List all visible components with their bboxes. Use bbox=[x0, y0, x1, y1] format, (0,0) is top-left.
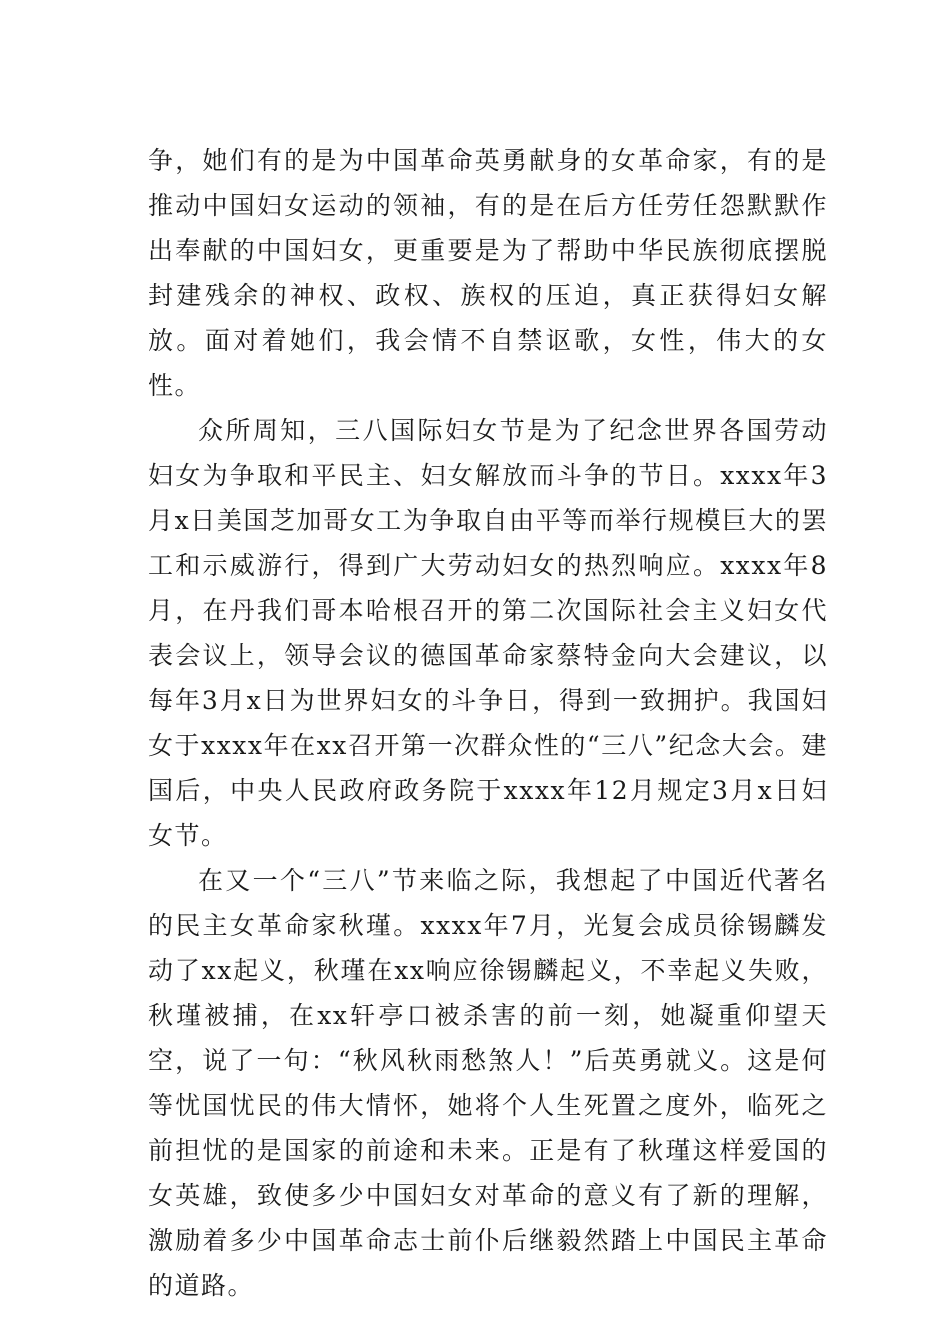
paragraph-3: 在又一个“三八”节来临之际，我想起了中国近代著名的民主女革命家秋瑾。xxxx年7月，光复会成员徐锡麟发动了xx起义，秋瑾在xx响应徐锡麟起义，不幸起义失败，秋瑾被捕，在xx轩亭口被杀害的前一刻，她凝重仰望天空，说了一句：“秋风秋雨愁煞人！”后英勇就义。这是何等忧国忧民的伟大情怀，她将个人生死置之度外，临死之前担忧的是国家的前途和未来。正是有了秋瑾这样爱国的女英雄，致使多少中国妇女对革命的意义有了新的理解，激励着多少中国革命志士前仆后继毅然踏上中国民主革命的道路。 bbox=[148, 866, 828, 1300]
paragraph-1: 争，她们有的是为中国革命英勇献身的女革命家，有的是推动中国妇女运动的领袖，有的是在后方任劳任怨默默作出奉献的中国妇女，更重要是为了帮助中华民族彻底摆脱封建残余的神权、政权、族权的压迫，真正获得妇女解放。面对着她们，我会情不自禁讴歌，女性，伟大的女性。 bbox=[148, 146, 828, 400]
document-body bbox=[148, 138, 828, 1308]
paragraph-2: 众所周知，三八国际妇女节是为了纪念世界各国劳动妇女为争取和平民主、妇女解放而斗争的节日。xxxx年3月x日美国芝加哥女工为争取自由平等而举行规模巨大的罢工和示威游行，得到广大劳动妇女的热烈响应。xxxx年8月，在丹我们哥本哈根召开的第二次国际社会主义妇女代表会议上，领导会议的德国革命家蔡特金向大会建议，以每年3月x日为世界妇女的斗争日，得到一致拥护。我国妇女于xxxx年在xx召开第一次群众性的“三八”纪念大会。建国后，中央人民政府政务院于xxxx年12月规定3月x日妇女节。 bbox=[148, 416, 828, 850]
